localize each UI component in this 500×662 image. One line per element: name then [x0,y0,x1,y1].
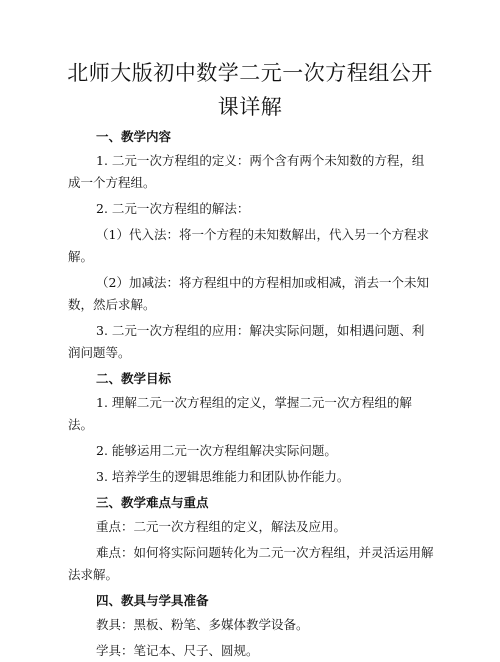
paragraph: 1. 理解二元一次方程组的定义，掌握二元一次方程组的解法。 [68,395,412,432]
paragraph: 3. 培养学生的逻辑思维能力和团队协作能力。 [96,469,350,484]
document-title: 北师大版初中数学二元一次方程组公开课详解 [67,61,433,119]
section-heading: 三、教学难点与重点 [96,495,209,510]
section-key-points [68,492,435,586]
paragraph: 1. 二元一次方程组的定义：两个含有两个未知数的方程，组成一个方程组。 [68,153,425,190]
paragraph: 3. 二元一次方程组的应用：解决实际问题，如相遇问题、利润问题等。 [68,323,425,360]
paragraph: 教具：黑板、粉笔、多媒体教学设备。 [96,617,309,632]
paragraph: 重点：二元一次方程组的定义，解法及应用。 [96,519,347,534]
section-heading: 一、教学内容 [96,129,172,144]
section-heading: 二、教学目标 [96,371,172,386]
paragraph: （2）加减法：将方程组中的方程相加或相减，消去一个未知数，然后求解。 [68,275,429,312]
paragraph: 2. 二元一次方程组的解法： [96,201,250,216]
paragraph: 2. 能够运用二元一次方程组解决实际问题。 [96,443,337,458]
paragraph: 难点：如何将实际问题转化为二元一次方程组，并灵活运用解法求解。 [68,545,434,582]
paragraph: 学具：笔记本、尺子、圆规。 [96,643,259,658]
document-body [68,126,435,662]
paragraph: （1）代入法：将一个方程的未知数解出，代入另一个方程求解。 [68,227,429,264]
section-teaching-goals [68,368,435,488]
section-teaching-content [68,126,435,364]
section-materials [68,590,435,662]
section-heading: 四、教具与学具准备 [96,593,209,608]
